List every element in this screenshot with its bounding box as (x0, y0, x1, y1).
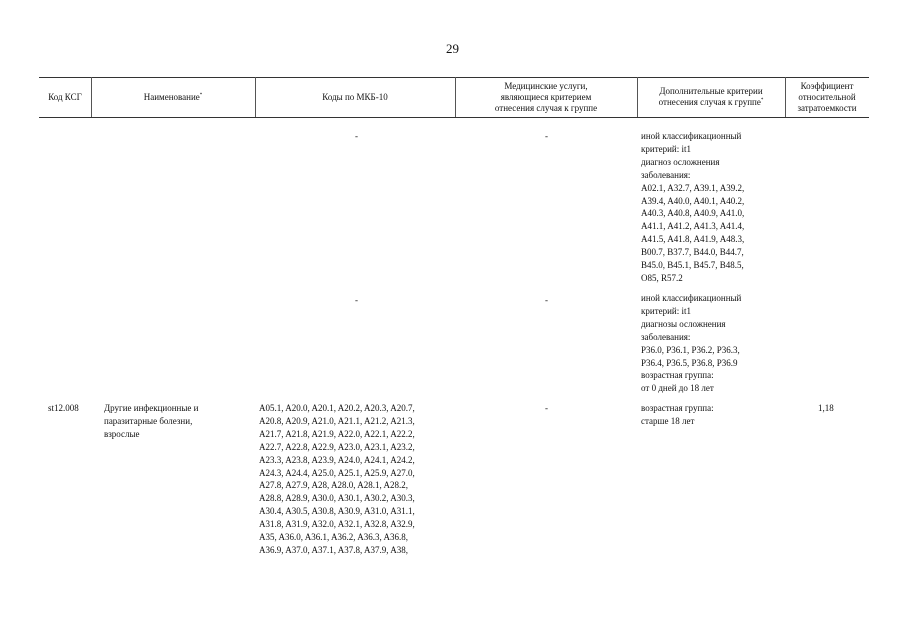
row3-code: st12.008 (48, 403, 79, 413)
criteria-line: A40.3, A40.8, A40.9, A41.0, (641, 208, 745, 219)
name-line: паразитарные болезни, (104, 415, 193, 426)
criteria-line: P36.4, P36.5, P36.8, P36.9 (641, 357, 738, 368)
criteria-line: от 0 дней до 18 лет (641, 383, 714, 394)
criteria-line: критерий: it1 (641, 143, 692, 154)
header-bottom-rule (39, 117, 869, 118)
row2-mkb: - (355, 295, 358, 305)
column-header-coef (785, 77, 869, 117)
column-header-code-text: Код КСГ (48, 91, 82, 102)
row2-services: - (545, 295, 548, 305)
name-line: Другие инфекционные и (104, 403, 199, 413)
criteria-line: возрастная группа: (641, 403, 714, 413)
criteria-line: заболевания: (641, 169, 691, 180)
row3-coef: 1,18 (818, 403, 834, 413)
criteria-line: O85, R57.2 (641, 272, 683, 283)
column-header-mkb-text: Коды по МКБ-10 (322, 91, 388, 102)
mkb-line: A35, A36.0, A36.1, A36.2, A36.3, A36.8, (259, 532, 409, 543)
column-header-criteria (637, 77, 785, 117)
criteria-line: A41.1, A41.2, A41.3, A41.4, (641, 221, 745, 232)
column-header-name-text: Наименование (143, 91, 200, 102)
mkb-line: A36.9, A37.0, A37.1, A37.8, A37.9, A38, (259, 544, 409, 555)
criteria-line: A02.1, A32.7, A39.1, A39.2, (641, 182, 745, 193)
row2-criteria (641, 292, 741, 395)
column-header-services (455, 77, 637, 117)
criteria-line: диагноз осложнения (641, 156, 720, 167)
mkb-line: A28.8, A28.9, A30.0, A30.1, A30.2, A30.3, (259, 493, 415, 504)
name-line: взрослые (104, 428, 140, 439)
mkb-line: A21.7, A21.8, A21.9, A22.0, A22.1, A22.2, (259, 428, 415, 439)
column-header-services-line: являющиеся критерием (500, 91, 592, 102)
mkb-line: A31.8, A31.9, A32.0, A32.1, A32.8, A32.9, (259, 519, 415, 530)
criteria-line: иной классификационный (641, 131, 742, 141)
column-header-mkb (255, 77, 455, 117)
column-header-name (91, 77, 255, 117)
mkb-line: A27.8, A27.9, A28, A28.0, A28.1, A28.2, (259, 480, 409, 491)
criteria-line: диагнозы осложнения (641, 318, 726, 329)
column-header-coef-line: затратоемкости (797, 102, 857, 113)
footnote-mark: * (760, 98, 764, 103)
page-number: 29 (446, 41, 459, 56)
row3-criteria (641, 402, 714, 428)
column-header-criteria-line: Дополнительные критерии (659, 86, 763, 96)
column-header-services-line: Медицинские услуги, (504, 80, 588, 91)
column-header-coef-line: относительной (798, 91, 856, 102)
criteria-line: B00.7, B37.7, B44.0, B44.7, (641, 247, 744, 258)
row3-name (104, 402, 198, 441)
mkb-line: A20.8, A20.9, A21.0, A21.1, A21.2, A21.3, (259, 415, 415, 426)
criteria-line: B45.0, B45.1, B45.7, B48.5, (641, 260, 744, 271)
mkb-line: A23.3, A23.8, A23.9, A24.0, A24.1, A24.2, (259, 454, 415, 465)
mkb-line: A05.1, A20.0, A20.1, A20.2, A20.3, A20.7, (259, 403, 415, 413)
criteria-line: иной классификационный (641, 293, 742, 303)
mkb-line: A22.7, A22.8, A22.9, A23.0, A23.1, A23.2, (259, 441, 415, 452)
criteria-line: A41.5, A41.8, A41.9, A48.3, (641, 234, 745, 245)
row1-criteria (641, 130, 744, 285)
column-header-services-line: отнесения случая к группе (494, 102, 598, 113)
column-header-criteria-line: отнесения случая к группе (658, 97, 761, 107)
row3-mkb (259, 402, 415, 557)
row1-services: - (545, 131, 548, 141)
criteria-line: A39.4, A40.0, A40.1, A40.2, (641, 195, 745, 206)
criteria-line: возрастная группа: (641, 370, 714, 381)
row3-services: - (545, 403, 548, 413)
mkb-line: A30.4, A30.5, A30.8, A30.9, A31.0, A31.1, (259, 506, 415, 517)
criteria-line: критерий: it1 (641, 305, 692, 316)
column-header-coef-line: Коэффициент (800, 80, 854, 91)
criteria-line: P36.0, P36.1, P36.2, P36.3, (641, 344, 740, 355)
row1-mkb: - (355, 131, 358, 141)
criteria-line: заболевания: (641, 331, 691, 342)
criteria-line: старше 18 лет (641, 415, 695, 426)
mkb-line: A24.3, A24.4, A25.0, A25.1, A25.9, A27.0, (259, 467, 415, 478)
column-header-code (39, 77, 91, 117)
footnote-mark: * (199, 92, 203, 98)
